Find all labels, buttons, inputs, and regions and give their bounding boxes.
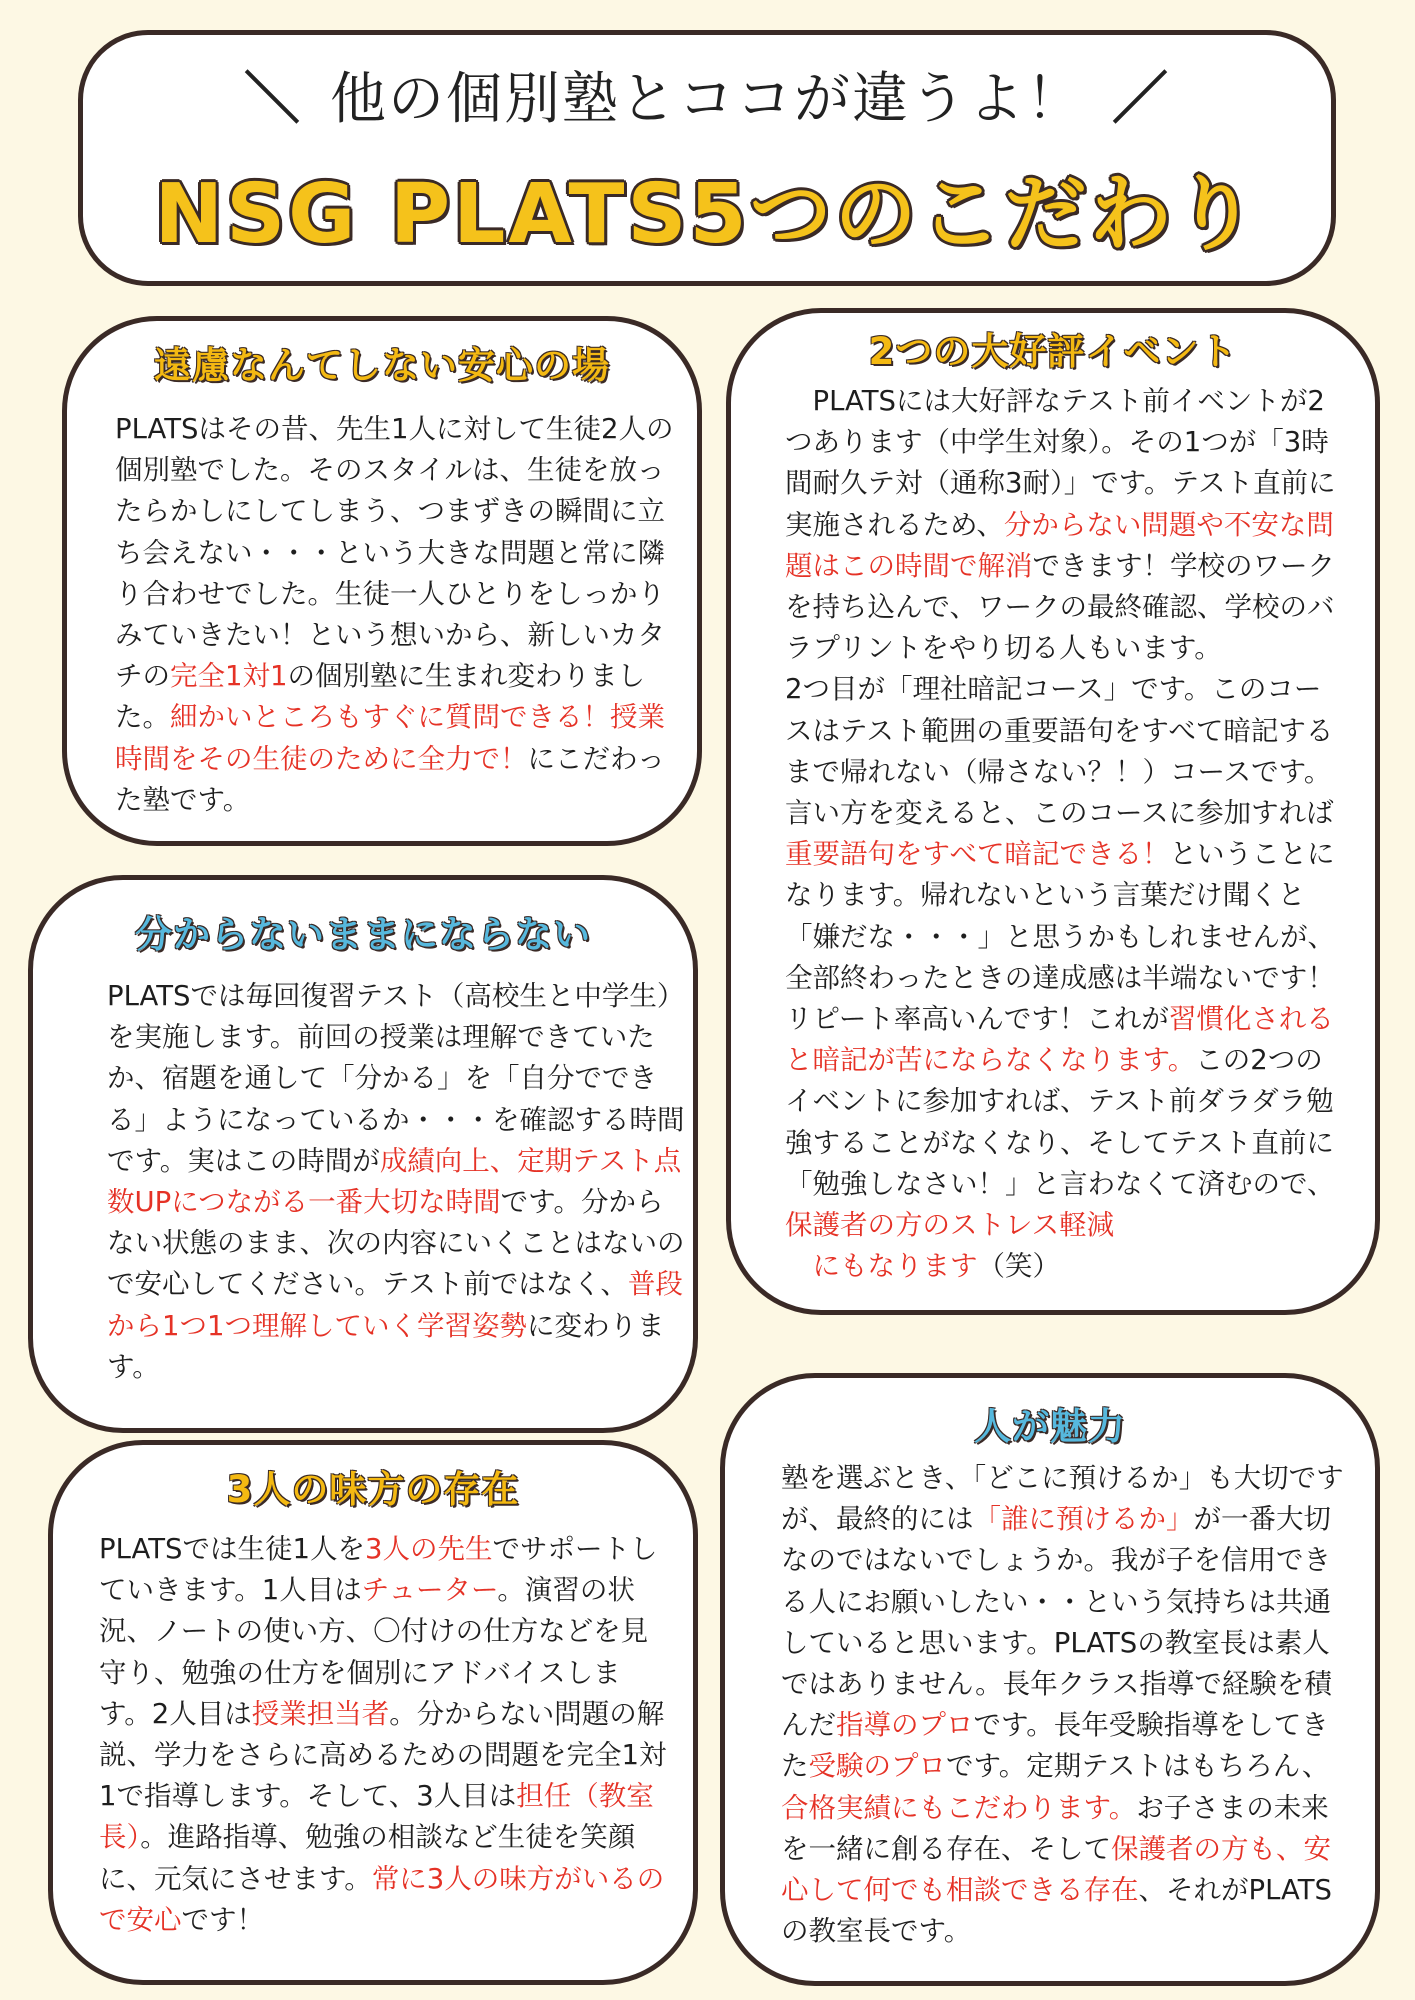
body-text: 。演習の状況、ノートの使い方、〇付けの仕方などを見守り、勉強の仕方を個別にアドバイスします。2人目は — [99, 1574, 649, 1730]
slash-right: ／ — [1112, 67, 1170, 132]
body-text: に変わります。 — [107, 1309, 665, 1383]
body-text: お子さまの未来を一緒に創る存在、そして — [781, 1791, 1329, 1865]
highlight-text: 合格実績にもこだわります。 — [781, 1791, 1137, 1824]
page-title: NSG PLATS5つのこだわり — [154, 167, 1260, 262]
card-title: 遠慮なんてしない安心の場 — [154, 344, 610, 387]
highlight-text: 成績向上、定期テスト点数UPにつながる一番大切な時間 — [107, 1144, 682, 1219]
body-text: です。定期テストはもちろん、 — [946, 1750, 1330, 1783]
body-text: 塾を選ぶとき、「どこに預けるか」も大切ですが、最終的には — [781, 1462, 1344, 1536]
highlight-text: 保護者の方も、安心して何でも相談できる存在 — [781, 1832, 1331, 1907]
body-text: PLATSには大好評なテスト前イベントが2つあります（中学生対象）。その1つが「3時間耐久テ対（通称3耐）」です。テスト直前に実施されるため、 — [785, 385, 1336, 541]
body-text: できます！学校のワークを持ち込んで、ワークの最終確認、学校のバラプリントをやり切る人もいます。 2つ目が「理社暗記コース」です。このコースはテスト範囲の重要語句をすべて暗記するまで帰れない（帰さない？！）コースです。言い方を変えると、このコースに参加すれば — [785, 549, 1335, 830]
card-body — [781, 1458, 1347, 1952]
card-body — [99, 1529, 671, 1941]
header-banner — [78, 30, 1336, 286]
body-text: が一番大切なのではないでしょうか。我が子を信用できる人にお願いしたい・・という気持ちは共通していると思います。PLATSの教室長は素人ではありません。長年クラス指導で経験を積んだ — [781, 1503, 1332, 1742]
highlight-text: 完全1対1 — [170, 660, 288, 693]
highlight-text: 指導のプロ — [836, 1709, 974, 1742]
body-text: でサポートしていきます。1人目は — [99, 1533, 658, 1607]
body-text: です！ — [181, 1903, 264, 1936]
highlight-text: チューター — [361, 1574, 498, 1607]
card-body — [785, 381, 1347, 1287]
subtitle-text: 他の個別塾とココが違うよ！ — [330, 67, 1084, 132]
card-anshin — [62, 316, 702, 846]
body-text: 、それがPLATSの教室長です。 — [781, 1874, 1332, 1948]
card-body — [115, 409, 675, 821]
highlight-text: 3人の先生 — [364, 1533, 493, 1565]
header-subtitle — [83, 65, 1331, 135]
highlight-text: 保護者の方のストレス軽減 にもなります — [785, 1209, 1115, 1283]
highlight-text: 「誰に預けるか」 — [973, 1503, 1194, 1536]
card-event — [726, 308, 1380, 1315]
body-text: PLATSでは毎回復習テスト（高校生と中学生）を実施します。前回の授業は理解できていたか、宿題を通して「分かる」を「自分でできる」ようになっているか・・・を確認する時間です。実はこの時間が — [107, 980, 685, 1177]
slash-left: ＼ — [244, 67, 302, 132]
highlight-text: 常に3人の味方がいるので安心 — [99, 1862, 665, 1936]
body-text: です。長年受験指導をしてきた — [781, 1709, 1329, 1783]
body-text: ということになります。帰れないという言葉だけ聞くと「嫌だな・・・」と思うかもしれませんが、全部終わったときの達成感は半端ないです！リピート率高いんです！これが — [785, 838, 1335, 1036]
card-body — [107, 976, 685, 1388]
card-hito — [720, 1373, 1380, 1986]
body-text: です。分からない状態のまま、次の内容にいくことはないので安心してください。テスト前ではなく、 — [107, 1186, 685, 1301]
highlight-text: 担任（教室長） — [99, 1780, 654, 1854]
highlight-text: 普段から1つ1つ理解していく学習姿勢 — [107, 1268, 683, 1342]
body-text: にこだわった塾です。 — [115, 742, 665, 816]
body-text: 。進路指導、勉強の相談など生徒を笑顔に、元気にさせます。 — [99, 1821, 636, 1895]
body-text: の個別塾に生まれ変わりました。 — [115, 660, 645, 734]
body-text: 。分からない問題の解説、学力をさらに高めるための問題を完全1対1で指導します。そして、3人目は — [99, 1697, 667, 1813]
body-text: PLATSはその昔、先生1人に対して生徒2人の個別塾でした。そのスタイルは、生徒を放ったらかしにしてしまう、つまずきの瞬間に立ち会えない・・・という大きな問題と常に隣り合わせでした。生徒一人ひとりをしっかりみていきたい！という想いから、新しいカタチの — [115, 413, 674, 693]
body-text: （笑） — [977, 1250, 1060, 1283]
highlight-text: 分からない問題や不安な問題はこの時間で解消 — [785, 508, 1334, 582]
card-title: 人が魅力 — [974, 1405, 1126, 1448]
body-text: この2つのイベントに参加すれば、テスト前ダラダラ勉強することがなくなり、そしてテスト直前に「勉強しなさい！」と言わなくて済むので、 — [785, 1044, 1335, 1200]
highlight-text: 授業担当者 — [251, 1697, 390, 1730]
highlight-text: 受験のプロ — [808, 1750, 946, 1783]
card-mikata — [48, 1440, 698, 1985]
card-wakaranai — [28, 875, 698, 1433]
card-title: 2つの大好評イベント — [868, 330, 1238, 373]
highlight-text: 習慣化されると暗記が苦にならなくなります。 — [785, 1003, 1334, 1077]
highlight-text: 細かいところもすぐに質問できる！授業時間をその生徒のために全力で！ — [115, 701, 665, 775]
highlight-text: 重要語句をすべて暗記できる！ — [785, 838, 1170, 871]
card-title: 3人の味方の存在 — [226, 1468, 520, 1511]
body-text: PLATSでは生徒1人を — [99, 1533, 365, 1565]
card-title: 分からないままにならない — [135, 913, 591, 956]
